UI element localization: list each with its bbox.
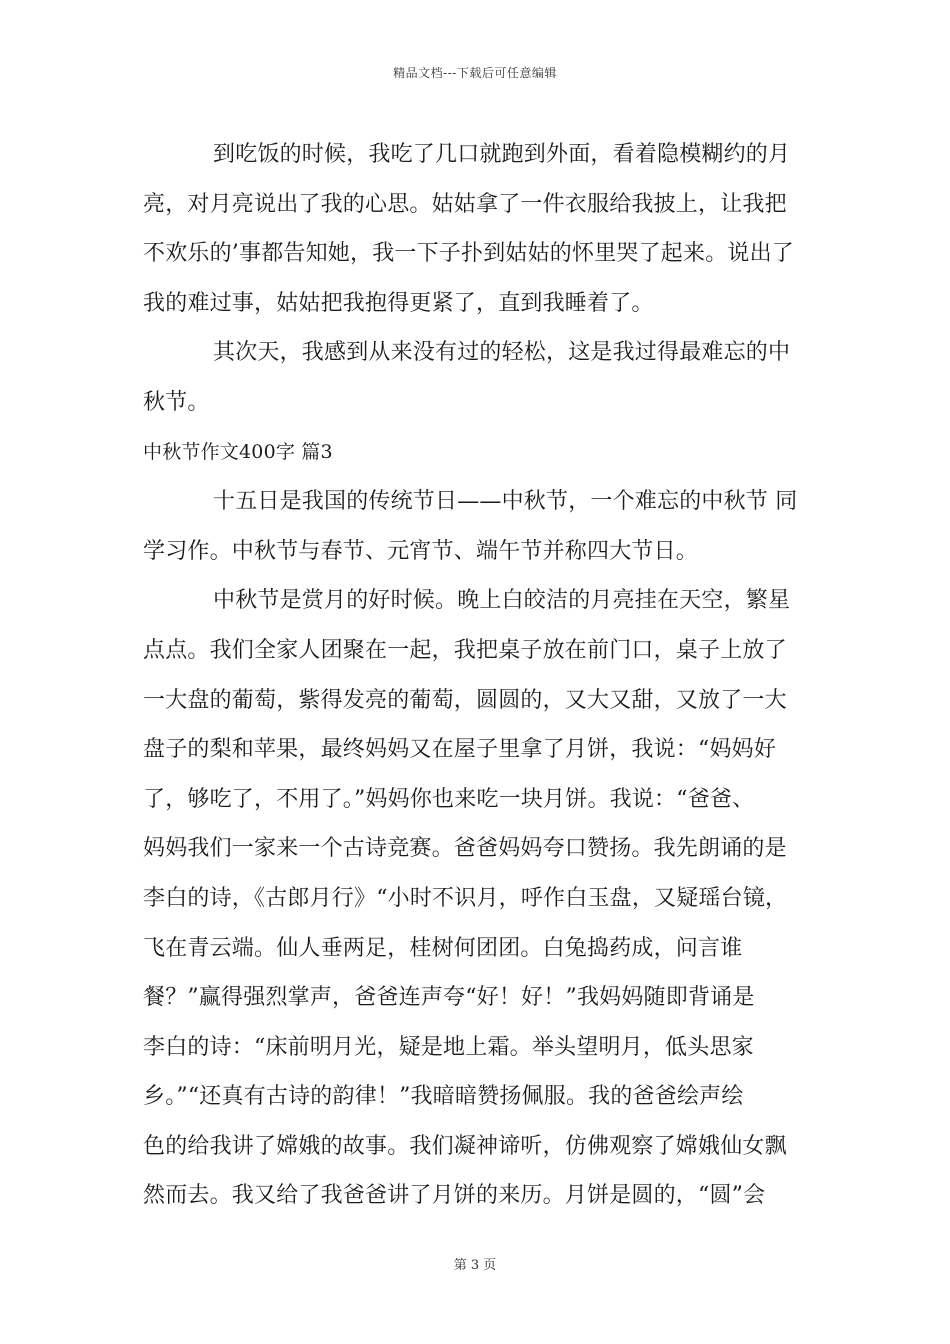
text-line: 点点。我们全家人团聚在一起，我把桌子放在前门口，桌子上放了: [143, 637, 787, 663]
page-header: 精品文档---下载后可任意编辑: [393, 66, 557, 80]
text-line: 然而去。我又给了我爸爸讲了月饼的来历。月饼是圆的，“圆”会: [143, 1183, 766, 1209]
text-line: 一大盘的葡萄，紫得发亮的葡萄，圆圆的，又大又甜，又放了一大: [143, 687, 787, 713]
text-line: 十五日是我国的传统节日——中秋节，一个难忘的中秋节 同: [213, 489, 798, 515]
page-number: 第 3 页: [453, 1258, 497, 1273]
text-line: 到吃饭的时候，我吃了几口就跑到外面，看着隐模糊约的月: [213, 142, 791, 167]
text-line: 其次天，我感到从来没有过的轻松，这是我过得最难忘的中: [213, 340, 791, 366]
text-line: 色的给我讲了嫦娥的故事。我们凝神谛听，仿佛观察了嫦娥仙女飘: [143, 1133, 787, 1159]
text-line: 不欢乐的’事都告知她，我一下子扑到姑姑的怀里哭了起来。说出了: [143, 241, 794, 267]
text-line: 李白的诗，《古郎月行》“小时不识月，呼作白玉盘，又疑瑶台镜，: [143, 885, 788, 911]
text-line: 了，够吃了，不用了。”妈妈你也来吃一块月饼。我说：“爸爸、: [143, 786, 755, 812]
text-line: 飞在青云端。仙人垂两足，桂树何团团。白兔捣药成，问言谁: [143, 935, 743, 961]
text-line: 秋节。: [143, 389, 210, 415]
text-line: 乡。”“还真有古诗的韵律！”我暗暗赞扬佩服。我的爸爸绘声绘: [143, 1084, 744, 1110]
section-heading: 中秋节作文400字 篇3: [143, 440, 333, 463]
text-line: 学习作。中秋节与春节、元宵节、端午节并称四大节日。: [143, 538, 699, 564]
text-line: 我的难过事，姑姑把我抱得更紧了，直到我睡着了。: [143, 290, 654, 316]
document-body: [143, 130, 808, 1221]
text-line: 餐？”赢得强烈掌声，爸爸连声夸“好！好！”我妈妈随即背诵是: [143, 985, 755, 1011]
text-line: 亮，对月亮说出了我的心思。姑姑拿了一件衣服给我披上，让我把: [143, 191, 787, 217]
text-line: 盘子的梨和苹果，最终妈妈又在屋子里拿了月饼，我说：“妈妈好: [143, 737, 777, 763]
text-line: 妈妈我们一家来一个古诗竞赛。爸爸妈妈夸口赞扬。我先朗诵的是: [143, 836, 787, 862]
text-line: 李白的诗：“床前明月光，疑是地上霜。举头望明月，低头思家: [143, 1034, 754, 1060]
text-line: 中秋节是赏月的好时候。晚上白皎洁的月亮挂在天空，繁星: [213, 588, 791, 614]
